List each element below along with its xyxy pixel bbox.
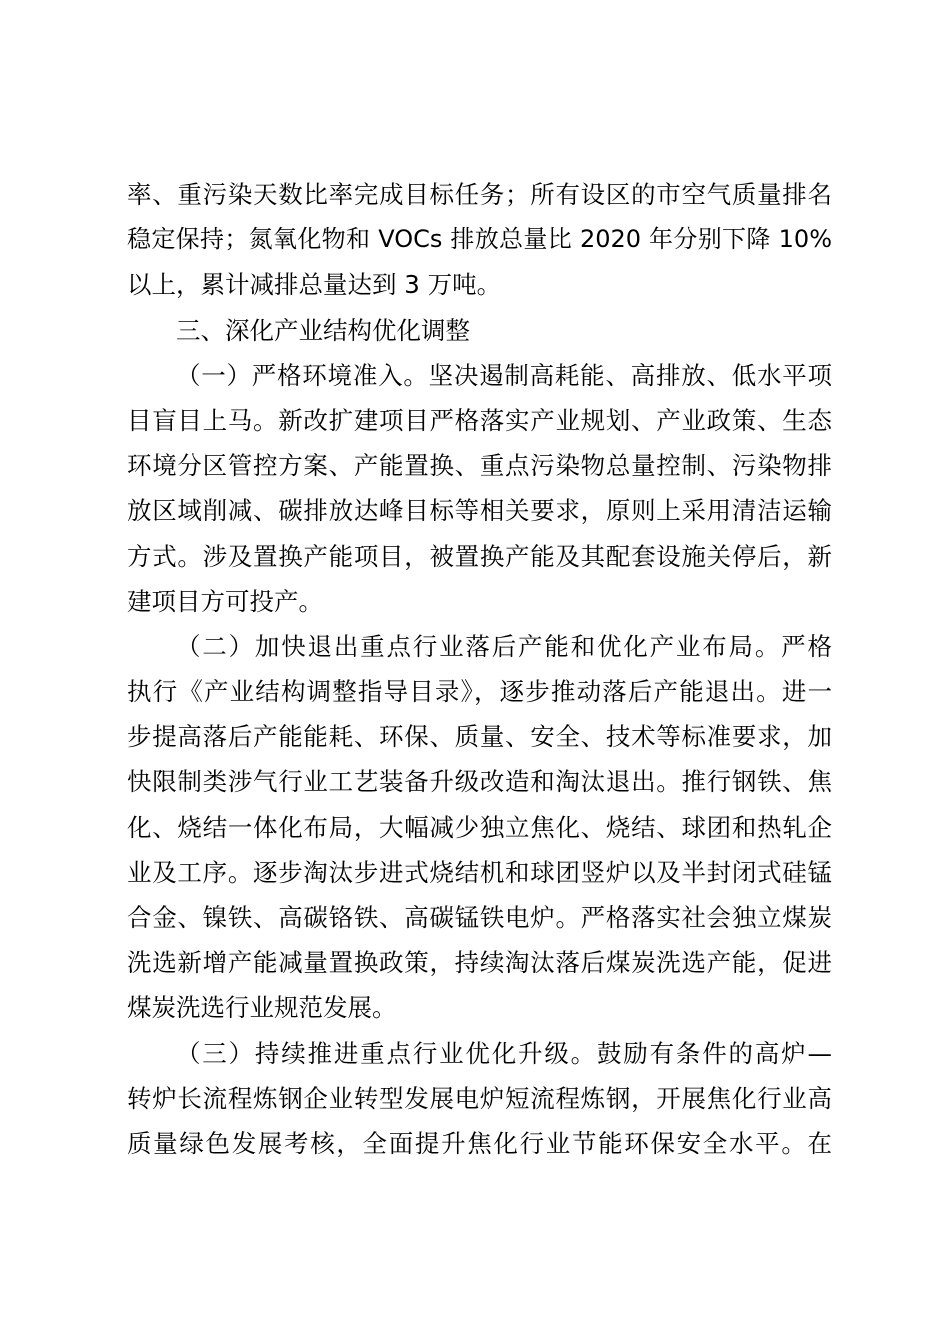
text-line: 稳定保持；氮氧化物和 VOCs 排放总量比 2020 年分别下降 10% — [127, 225, 832, 254]
text-line: 化、烧结一体化布局，大幅减少独立焦化、烧结、球团和热轧企 — [127, 812, 832, 842]
text-line: 转炉长流程炼钢企业转型发展电炉短流程炼钢，开展焦化行业高 — [127, 1083, 832, 1113]
text-line: 目盲目上马。新改扩建项目严格落实产业规划、产业政策、生态 — [127, 405, 832, 435]
text-line: 快限制类涉气行业工艺装备升级改造和淘汰退出。推行钢铁、焦 — [127, 767, 832, 797]
text-line: （三）持续推进重点行业优化升级。鼓励有条件的高炉— — [176, 1038, 832, 1068]
document-body — [127, 172, 832, 1166]
text-line: 质量绿色发展考核，全面提升焦化行业节能环保安全水平。在 — [127, 1128, 832, 1158]
text-line: （二）加快退出重点行业落后产能和优化产业布局。严格 — [176, 631, 832, 661]
text-line: 执行《产业结构调整指导目录》，逐步推动落后产能退出。进一 — [127, 677, 832, 707]
text-line: 方式。涉及置换产能项目，被置换产能及其配套设施关停后，新 — [127, 541, 832, 571]
text-line: 放区域削减、碳排放达峰目标等相关要求，原则上采用清洁运输 — [127, 496, 832, 526]
text-line: 煤炭洗选行业规范发展。 — [127, 993, 397, 1023]
text-line: 业及工序。逐步淘汰步进式烧结机和球团竖炉以及半封闭式硅锰 — [127, 857, 832, 887]
text-line: 以上，累计减排总量达到 3 万吨。 — [127, 270, 502, 300]
text-line: 三、深化产业结构优化调整 — [176, 315, 470, 345]
text-line: 步提高落后产能能耗、环保、质量、安全、技术等标准要求，加 — [127, 722, 832, 752]
text-line: 建项目方可投产。 — [127, 586, 323, 616]
text-line: （一）严格环境准入。坚决遏制高耗能、高排放、低水平项 — [176, 360, 832, 390]
text-line: 合金、镍铁、高碳铬铁、高碳锰铁电炉。严格落实社会独立煤炭 — [127, 903, 832, 932]
text-line: 洗选新增产能减量置换政策，持续淘汰落后煤炭洗选产能，促进 — [127, 948, 832, 978]
text-line: 环境分区管控方案、产能置换、重点污染物总量控制、污染物排 — [127, 451, 832, 481]
text-line: 率、重污染天数比率完成目标任务；所有设区的市空气质量排名 — [127, 180, 832, 209]
